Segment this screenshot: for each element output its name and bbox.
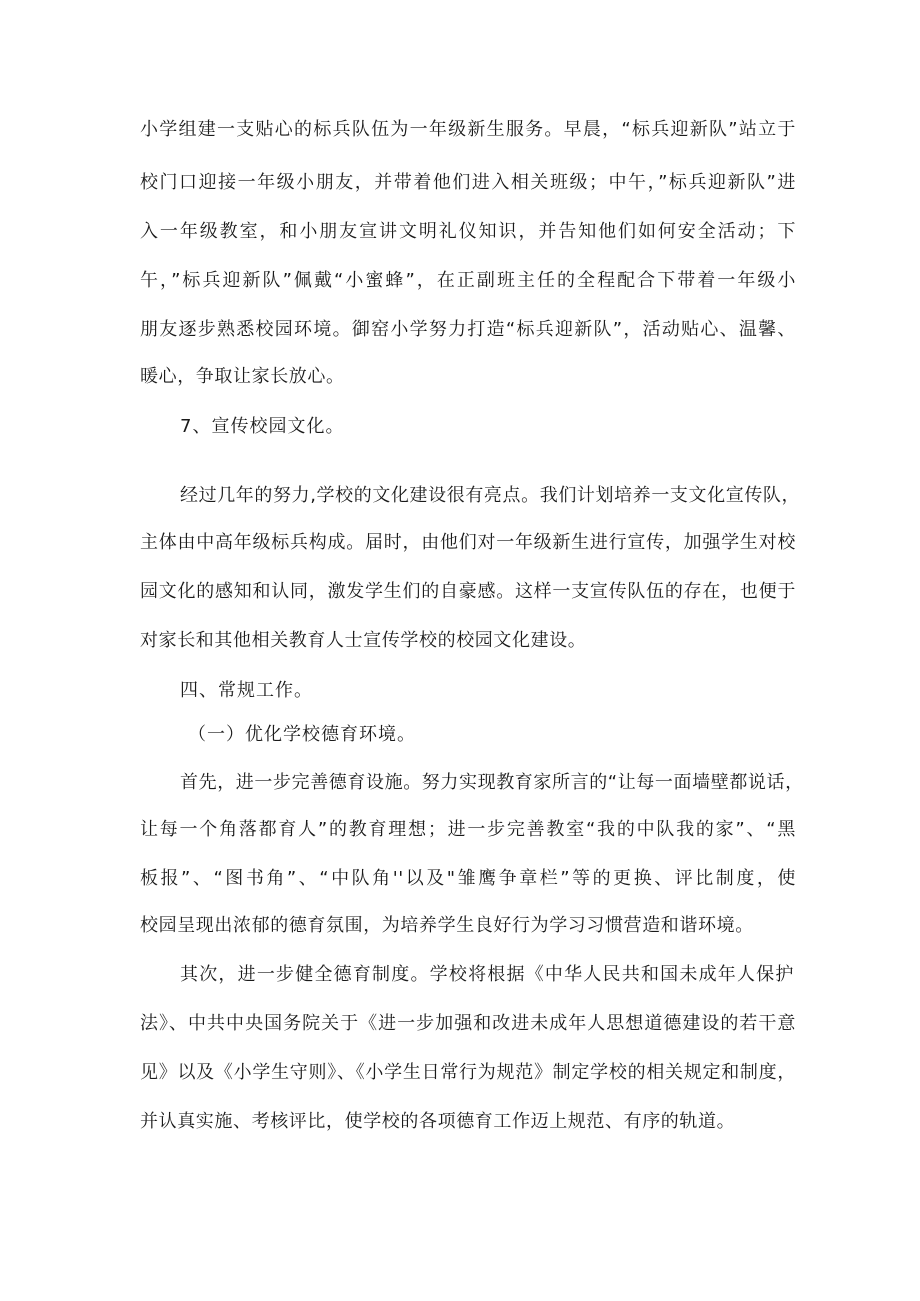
paragraph-line: 并认真实施、考核评比，使学校的各项德育工作迈上规范、有序的轨道。 (140, 1111, 736, 1132)
paragraph-line: 让每一个角落都育人”的教育理想；进一步完善教室“我的中队我的家”、“黑 (140, 819, 796, 840)
section-heading: 四、常规工作。 (180, 680, 313, 701)
paragraph-line: 园文化的感知和认同，激发学生们的自豪感。这样一支宣传队伍的存在，也便于 (140, 581, 796, 602)
paragraph-line: 入一年级教室，和小朋友宣讲文明礼仪知识，并告知他们如何安全活动；下 (140, 221, 796, 242)
paragraph-line: 对家长和其他相关教育人士宣传学校的校园文化建设。 (140, 630, 587, 651)
paragraph-line: 板报”、“图书角”、“中队角''以及"雏鹰争章栏”等的更换、评比制度，使 (140, 868, 796, 889)
paragraph-line: 主体由中高年级标兵构成。届时，由他们对一年级新生进行宣传，加强学生对校 (140, 532, 796, 553)
paragraph-line: 校门口迎接一年级小朋友，并带着他们进入相关班级；中午，”标兵迎新队”进 (140, 172, 796, 193)
subsection-heading: （一）优化学校德育环境。 (188, 724, 416, 745)
paragraph-line: 经过几年的努力,学校的文化建设很有亮点。我们计划培养一支文化宣传队， (180, 485, 801, 506)
paragraph-line: 见》以及《小学生守则》、《小学生日常行为规范》制定学校的相关规定和制度， (140, 1062, 796, 1083)
paragraph-line: 法》、中共中央国务院关于《进一步加强和改进未成年人思想道德建设的若干意 (140, 1013, 796, 1034)
section-heading: 7、宣传校园文化。 (180, 416, 345, 437)
paragraph-line: 暖心，争取让家长放心。 (140, 366, 345, 387)
paragraph-line: 朋友逐步熟悉校园环境。御窑小学努力打造“标兵迎新队”，活动贴心、温馨、 (140, 319, 796, 340)
paragraph-line: 其次，进一步健全德育制度。学校将根据《中华人民共和国未成年人保护 (180, 964, 794, 985)
paragraph-line: 校园呈现出浓郁的德育氛围，为培养学生良好行为学习习惯营造和谐环境。 (140, 915, 754, 936)
paragraph-line: 小学组建一支贴心的标兵队伍为一年级新生服务。早晨，“标兵迎新队”站立于 (140, 119, 796, 140)
paragraph-line: 午，”标兵迎新队”佩戴“小蜜蜂”，在正副班主任的全程配合下带着一年级小 (140, 270, 796, 291)
paragraph-line: 首先，进一步完善德育设施。努力实现教育家所言的“让每一面墙壁都说话， (180, 772, 804, 793)
